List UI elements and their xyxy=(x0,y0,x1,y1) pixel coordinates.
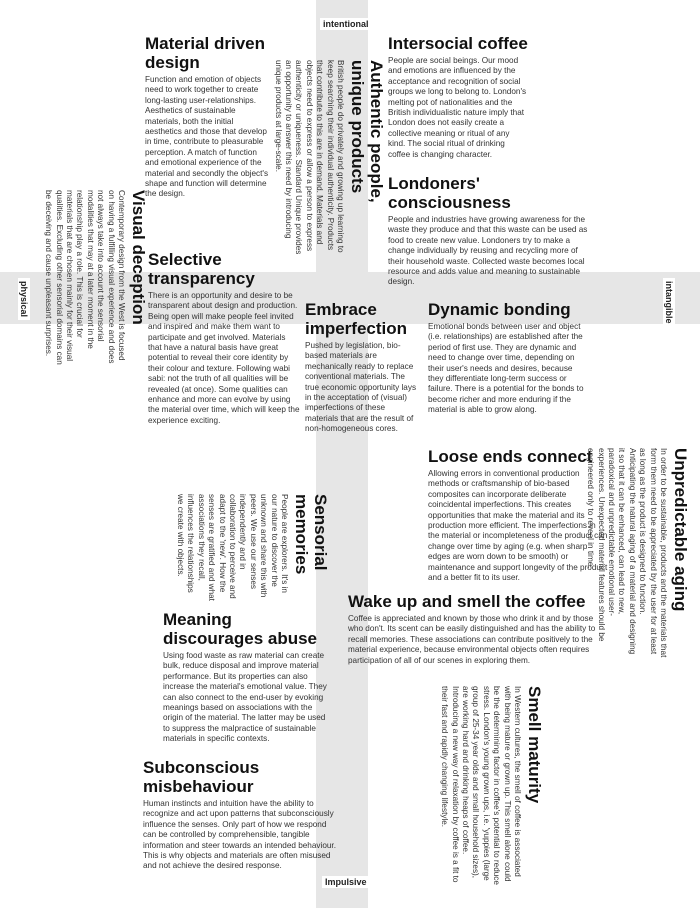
section-body: People are explorers. It's in our nature to discover the unknown and share this with peers. We use our senses independently and in collaboration to perceive and adapt to the 'new'. How the senses are gratified and what associations they recall, influences the relationships we create with objects. xyxy=(175,494,289,601)
section-londoners-consciousness xyxy=(388,174,588,288)
section-embrace-imperfection xyxy=(305,300,420,435)
section-body: In Western cultures, the smell of coffee is associated with being mature or grown up. This smell alone could be the determining factor in coffee's potential to reduce stress. London's young grown ups, i.e. 'yuppies (large group of 25-34 year olds and small household sizes), are working hard and drinking heaps of coffee. Introducing a new way of relaxation by coffee is a fit to their fast and rapidly changing lifestyle. xyxy=(440,686,522,885)
section-body: People and industries have growing awareness for the waste they produce and that this waste can be used as food to create new value. Londoners try to make a change individually by reusing and recycling more of their household waste. Collected waste becomes local resource and adds value and meaning to sustainable design. xyxy=(388,215,588,287)
section-title: Londoners' consciousness xyxy=(388,174,511,212)
section-title: Dynamic bonding xyxy=(428,300,571,319)
section-title: Subconscious misbehaviour xyxy=(143,758,260,796)
section-smell-maturity xyxy=(439,686,544,886)
section-authentic-people xyxy=(272,60,386,260)
section-title: Meaning discourages abuse xyxy=(163,610,318,648)
section-body: Emotional bonds between user and object (i.e. relationships) are established after the period of first use. They are dynamic and need to change over time, depending on their user's needs and desires, because they differentiate long-term success or failure. There is a potential for the bonds to become richer and more enduring if the material is able to grow along. xyxy=(428,322,584,415)
section-title: Authentic people, unique products xyxy=(348,60,386,203)
section-title: Material driven design xyxy=(145,34,265,72)
section-dynamic-bonding xyxy=(428,300,588,416)
section-title: Wake up and smell the coffee xyxy=(348,592,586,611)
section-title: Selective transparency xyxy=(148,250,255,288)
section-body: Pushed by legislation, bio-based materials are mechanically ready to replace conventional materials. The true economic opportunity lays in the acceptation of (visual) imperfections of these materials that are the result of non-homogeneous cores. xyxy=(305,341,417,434)
section-wake-up xyxy=(348,592,608,666)
section-body: Human instincts and intuition have the ability to recognize and act upon patterns that subconsciously influence the senses. Only part of how we respond can be controlled by comprehensible, tangible information and steer towards an intended behaviour. This is why objects and materials are often misused and not achieve the desired response. xyxy=(143,799,336,871)
section-visual-deception xyxy=(43,190,148,370)
section-title: Loose ends connect xyxy=(428,447,593,466)
section-title: Smell maturity xyxy=(525,686,544,804)
axis-label-left: physical xyxy=(18,278,30,320)
axis-label-bottom: Impulsive xyxy=(322,876,370,888)
axis-label-right: intangible xyxy=(663,278,675,327)
section-body: Coffee is appreciated and known by those who drink it and by those who don't. Its scent can be easily distinguished and has the ability to recall memories. These associations can contribute positively to the material experience, because environmental objects often requires participation of all of our scenes in exploring them. xyxy=(348,614,596,665)
section-body: Using food waste as raw material can create bulk, reduce disposal and improve material performance. But its properties can also increase the material's emotional value. They can also connect to the end-user by evoking meanings based on associations with the origin of the material. The latter may be used to suppress the malpractice of sustainable materials in specific contexts. xyxy=(163,651,327,744)
section-title: Sensorial memories xyxy=(292,494,330,575)
section-intersocial-coffee xyxy=(388,34,528,160)
section-body: Allowing errors in conventional production methods or craftsmanship of bio-based composites can incorporate deliberate coincidental imperfections. This creates opportunities that make the material and its production more efficient. The imperfections in the material or incompleteness of the product can change over time by aging (e.g. when sharp edges are worn down to be smooth) or maintenance and support longevity of the product and a better fit to its user. xyxy=(428,469,608,583)
section-title: Unpredictable aging xyxy=(671,448,690,612)
section-body: Function and emotion of objects need to work together to create long-lasting user-relationships. Aesthetics of sustainable materials, both the initial aesthetics and those that develop in time, contribute to pleasurable perception. A match of function and emotional experience of the material and secondly the object's shape and function will determine the design. xyxy=(145,75,269,199)
section-title: Intersocial coffee xyxy=(388,34,528,53)
section-meaning-discourages-abuse xyxy=(163,610,333,745)
section-material-driven-design xyxy=(145,34,270,200)
section-sensorial-memories xyxy=(175,494,330,604)
section-body: There is an opportunity and desire to be transparent about design and production. Being open will make people feel invited and inspired and make them want to participate and get involved. Materials that have a natural basis have great potential to reveal their core identity by their colour and texture. Following wabi sabi: not the truth of all qualities will be revealed (at once). Some qualities can enhance and more can evolve by using the material over time, which will keep the experience exciting. xyxy=(148,291,300,425)
axis-label-top: intentional xyxy=(320,18,372,30)
section-body: British people do privately and growing up learning to keep searching their individual authenticity. Products that contribute to this are in demand. Materials and objects need to express or allow a person to express authenticity or uniqueness. Standard Unique provides an opportunity to answer this need by introducing unique products at large-scale. xyxy=(273,60,345,255)
section-title: Embrace imperfection xyxy=(305,300,408,338)
section-body: In order to be sustainable, products and the materials that form them need to be appreciated by the user for at least as long as the product is designed to function. Anticipating the natural aging of a material and designing it so that it can be enhanced, can lead to new, paradoxical and unpredictable emotional user-experiences. Unexpected material features should be engineered only to reveal in time. xyxy=(586,448,668,658)
section-selective-transparency xyxy=(148,250,300,426)
section-title: Visual deception xyxy=(129,190,148,325)
section-body: People are social beings. Our mood and emotions are influenced by the acceptance and recognition of social groups we long to belong to. London's melting pot of nationalities and the British individualistic nature imply that London does not easily create a collective meaning or ritual of any kind. The social ritual of drinking coffee is changing character. xyxy=(388,56,527,159)
section-body: Contemporary design from the West is focused on having a fulfilling visual experience and does not always take into account the sensorial modalities that may at a later moment in the relationship play a role. This is crucial for materials that are chosen mainly for their visual qualities. Excluding other sensorial domains can be deceiving and cause unpleasant surprises. xyxy=(44,190,126,365)
section-loose-ends-connect xyxy=(428,447,608,583)
section-subconscious-misbehaviour xyxy=(143,758,338,872)
